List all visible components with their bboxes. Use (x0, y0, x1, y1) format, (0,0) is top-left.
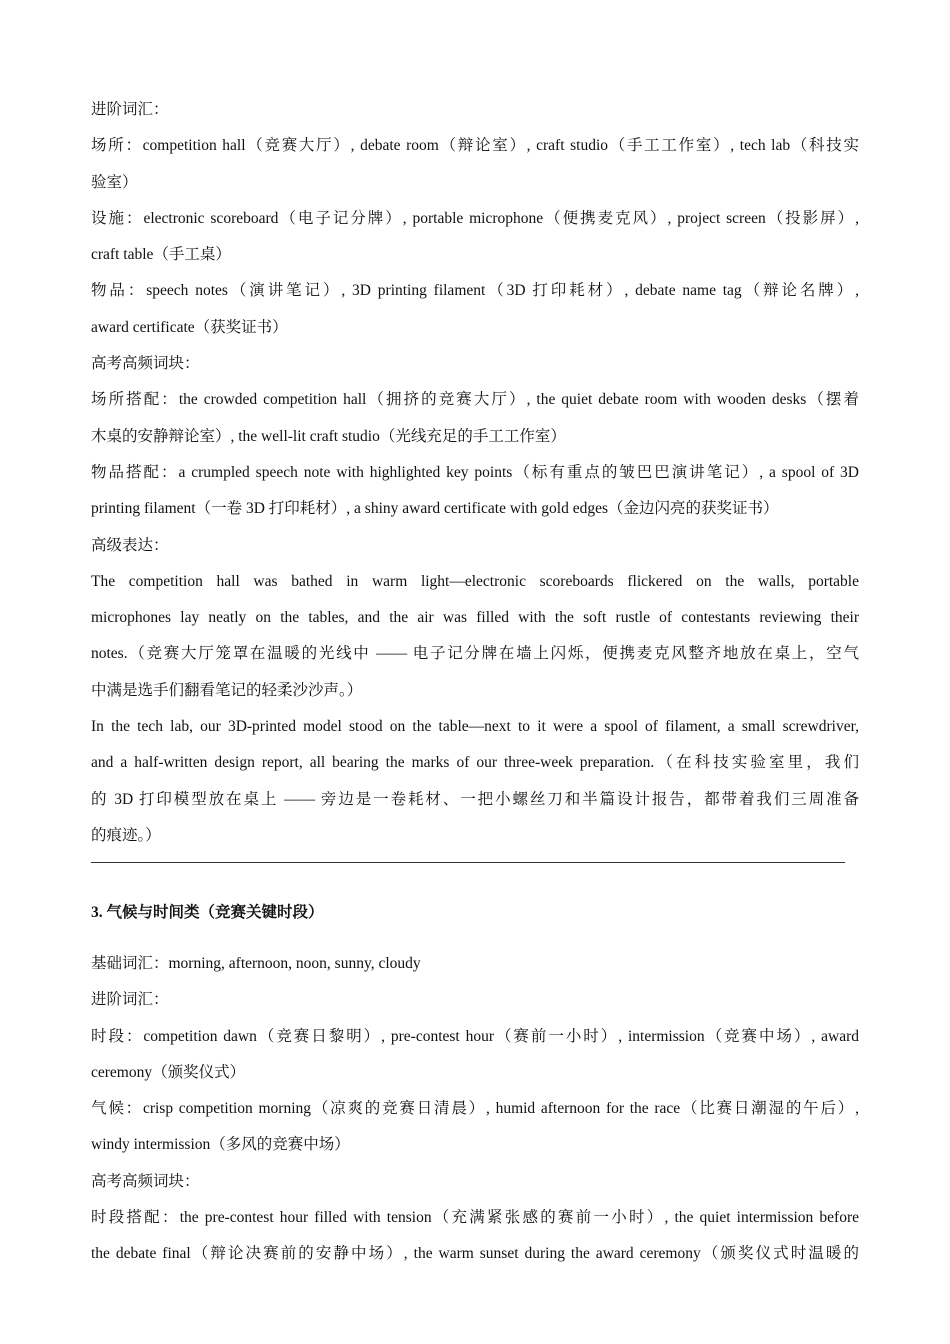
text-line: 设施：electronic scoreboard（电子记分牌）, portable microphone（便携麦克风）, project screen（投影屏）, (91, 209, 859, 227)
document-part-1 (91, 92, 859, 854)
text-line: and a half-written design report, all bearing the marks of our three-week preparation.（在科技实验室里，我们 (91, 754, 859, 772)
text-line: The competition hall was bathed in warm light—electronic scoreboards flickered on the walls, portable (91, 572, 859, 590)
text-line: 基础词汇：morning, afternoon, noon, sunny, cloudy (91, 955, 421, 972)
text-line: microphones lay neatly on the tables, and the air was filled with the soft rustle of contestants reviewing their (91, 609, 859, 627)
section-divider (91, 862, 845, 863)
text-line: 高级表达： (91, 536, 169, 554)
text-line: 验室） (91, 173, 138, 191)
text-line: 高考高频词块： (91, 355, 200, 373)
text-line: 场所：competition hall（竞赛大厅）, debate room（辩论室）, craft studio（手工工作室）, tech lab（科技实 (91, 137, 859, 155)
text-line: 时段搭配：the pre-contest hour filled with tension（充满紧张感的赛前一小时）, the quiet intermission before (91, 1209, 859, 1227)
text-line: 的痕迹。） (91, 826, 161, 844)
text-line: 中满是选手们翻看笔记的轻柔沙沙声。） (91, 681, 363, 699)
text-line: 气候：crisp competition morning（凉爽的竞赛日清晨）, humid afternoon for the race（比赛日潮湿的午后）, (91, 1100, 859, 1118)
text-line: In the tech lab, our 3D-printed model stood on the table—next to it were a spool of filament, a small screwdriver, (91, 718, 859, 736)
section-heading: 3. 气候与时间类（竞赛关键时段） (91, 903, 324, 921)
text-line: printing filament（一卷 3D 打印耗材）, a shiny award certificate with gold edges（金边闪亮的获奖证书） (91, 500, 779, 518)
text-line: 场所搭配：the crowded competition hall（拥挤的竞赛大厅）, the quiet debate room with wooden desks（摆着 (91, 391, 859, 409)
text-line: 物品搭配：a crumpled speech note with highlighted key points（标有重点的皱巴巴演讲笔记）, a spool of 3D (91, 463, 859, 481)
text-line: 的 3D 打印模型放在桌上 —— 旁边是一卷耗材、一把小螺丝刀和半篇设计报告，都带着我们三周准备 (91, 790, 859, 808)
text-line: 时段：competition dawn（竞赛日黎明）, pre-contest hour（赛前一小时）, intermission（竞赛中场）, award (91, 1027, 859, 1045)
text-line: ceremony（颁奖仪式） (91, 1063, 246, 1081)
text-line: the debate final（辩论决赛前的安静中场）, the warm sunset during the award ceremony（颁奖仪式时温暖的 (91, 1245, 859, 1263)
text-line: notes.（竞赛大厅笼罩在温暖的光线中 —— 电子记分牌在墙上闪烁，便携麦克风整齐地放在桌上，空气 (91, 645, 859, 663)
text-line: windy intermission（多风的竞赛中场） (91, 1136, 350, 1154)
document-part-2 (91, 879, 859, 1273)
text-line: 进阶词汇： (91, 991, 169, 1009)
text-line: 木桌的安静辩论室）, the well-lit craft studio（光线充足的手工工作室） (91, 427, 566, 445)
text-line: award certificate（获奖证书） (91, 318, 288, 336)
text-line: craft table（手工桌） (91, 246, 231, 264)
text-line: 高考高频词块： (91, 1172, 200, 1190)
text-line: 进阶词汇： (91, 101, 169, 118)
text-line: 物品：speech notes（演讲笔记）, 3D printing filament（3D 打印耗材）, debate name tag（辩论名牌）, (91, 282, 859, 300)
